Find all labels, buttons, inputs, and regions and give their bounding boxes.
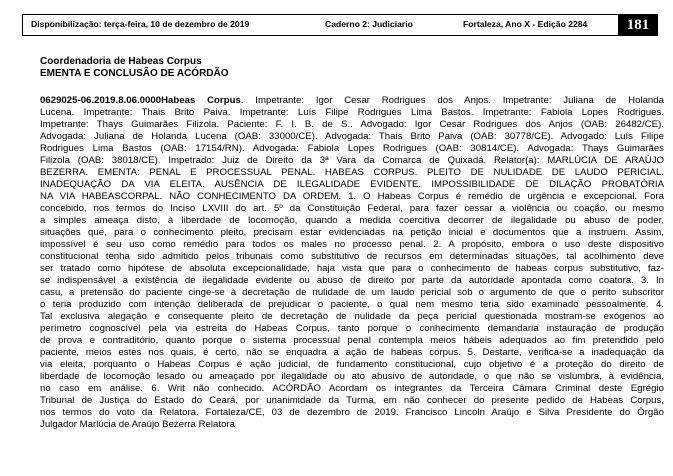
article-line: INADEQUAÇÃO DA VIA ELEITA. AUSÊNCIA DE ILEGALIDADE EVIDENTE. IMPOSSIBILIDADE DE DILAÇÃO PROBATÓRIA bbox=[40, 179, 664, 190]
article-line: se indispensável a existência de ilegalidade evidente ou abuso de direito por parte da autoridade apontada como coatora. 3. In bbox=[40, 275, 664, 286]
article-line: ser tratado como hipótese de absoluta excepcionalidade, haja vista que para o conhecimento de habeas corpus substitutivo, faz- bbox=[40, 263, 664, 274]
article-line: constitucional tenha sido admitido pelos tribunais como substitutivo de recursos em determinadas situações, tal acolhimento deve bbox=[40, 251, 664, 262]
page-number: 181 bbox=[618, 14, 658, 36]
article-line: BEZERRA. EMENTA: PENAL E PROCESSUAL PENAL. HABEAS CORPUS. PLEITO DE NULIDADE DE LAUDO PERICIAL. bbox=[40, 167, 664, 178]
article-line: o teria produzido com intenção deliberada de prejudicar o paciente, o qual nem mesmo teria sido examinado pessoalmente. 4. bbox=[40, 299, 664, 310]
article-line: Tal exclusiva alegação e consequente pleito de decretação de nulidade da peça pericial questionada mostram-se exógenos ao bbox=[40, 311, 664, 322]
article-body bbox=[40, 95, 664, 431]
article-line: liberdade de locomoção lesado ou ameaçado por ilegalidade ou ato abusivo de autoridade, o que não se vislumbra, à evidência, bbox=[40, 371, 664, 382]
article-line: a simples ameaça disto, à liberdade de locomoção, quando a medida coercitiva decorrer de ilegalidade ou abuso de poder, bbox=[40, 215, 664, 226]
article-line: concebido, nos termos do Inciso LXVIII do art. 5º da Constituição Federal, para fazer cessar a violência ou coação, ou mesmo bbox=[40, 203, 664, 214]
page-header bbox=[22, 14, 658, 36]
article-line: Julgador Marlúcia de Araújo Bezerra Relatora bbox=[40, 419, 235, 430]
article-line: situações que, para o conhecimento pleito, precisam estar evidenciadas na petição inicial e documentos que a instruem. Assim, bbox=[40, 227, 664, 238]
article-line: Impetrante: Thays Guimarães Filizola. Paciente: F. I. B. de S.. Advogado: Igor Cesar Rodrigues dos Anjos (OAB: 26482/CE). bbox=[40, 119, 664, 130]
article-line: paciente, meios estes nos quais, é certo, não se enquadra a ação de habeas corpus. 5. Destarte, verifica-se a inadequação da bbox=[40, 347, 664, 358]
section-subtitle: EMENTA E CONCLUSÃO DE ACÓRDÃO bbox=[40, 68, 229, 79]
section-title: Coordenadoria de Habeas Corpus bbox=[40, 56, 202, 67]
article-line: Tribunal de Justiça do Estado do Ceará, por unanimidade da Turma, em não conhecer do presente pedido de Habeas Corpus, bbox=[40, 395, 664, 406]
article-line: Lucena. Impetrante: Thais Brito Paiva. Impetrante: Luís Filipe Rodrigues Lima Bastos. Impetrante: Fabiola Lopes Rodrigues. bbox=[40, 107, 664, 118]
availability-date: Disponibilização: terça-feira, 10 de dezembro de 2019 bbox=[31, 19, 250, 29]
article-line: nos termos do voto da Relatora. Fortaleza/CE, 03 de dezembro de 2019. Francisco Lincoln Araújo e Silva Presidente do Órgão bbox=[40, 407, 664, 418]
article-line: perímetro cognoscível pela via estreita do Habeas Corpus, tanto porque o conhecimento demandaria instauração de produção bbox=[40, 323, 664, 334]
edition-info: Fortaleza, Ano X - Edição 2284 bbox=[463, 19, 588, 29]
article-line: via eleita, porquanto o Habeas Corpus é ação judicial, de fundamento constitucional, cujo objetivo é a proteção do direito de bbox=[40, 359, 664, 370]
journal-section: Caderno 2: Judiciario bbox=[325, 19, 413, 29]
article-line: de prova e contraditório, quanto porque o sistema processual penal contempla meios hábeis adequados ao fim pretendido pelo bbox=[40, 335, 664, 346]
article-line: no caso em análise. 6. Writ não conhecido. ACÓRDÃO Acordam os integrantes da Terceira Câmara Criminal deste Egrégio bbox=[40, 383, 664, 394]
article-line: Advogada: Juliana de Holanda Lucena (OAB: 33000/CE). Advogada: Thais Brito Paiva (OAB: 30778/CE). Advogado: Luís Filipe bbox=[40, 131, 664, 142]
article-line: casu, a pretensão do paciente cinge-se à decretação de nulidade de um laudo pericial sob o argumento de que o perito subscritor bbox=[40, 287, 664, 298]
article-line: Rodrigues Lima Bastos (OAB: 17154/RN). Advogada: Fabiola Lopes Rodrigues (OAB: 30814/CE). Advogada: Thays Guimarães bbox=[40, 143, 664, 154]
article-line: NA VIA HABEASCORPAL. NÃO CONHECIMENTO DA ORDEM. 1. O Habeas Corpus é remédio de urgência e excepcional. Fora bbox=[40, 191, 664, 202]
article-line: Filizola (OAB: 38018/CE). Impetrado: Juiz de Direito da 3ª Vara da Comarca de Quixadá. Relator(a): MARLÚCIA DE ARAÚJO bbox=[40, 155, 664, 166]
section-heading bbox=[40, 56, 229, 80]
article-line: 0629025-06.2019.8.06.0000Habeas Corpus. Impetrante: Igor Cesar Rodrigues dos Anjos. Impetrante: Juliana de Holanda bbox=[40, 95, 664, 106]
article-line: impossível é seu uso como remédio para todos os males no processo penal. 2. A propósito, embora o uso deste dispositivo bbox=[40, 239, 664, 250]
case-number: 0629025-06.2019.8.06.0000Habeas Corpus bbox=[40, 95, 241, 106]
